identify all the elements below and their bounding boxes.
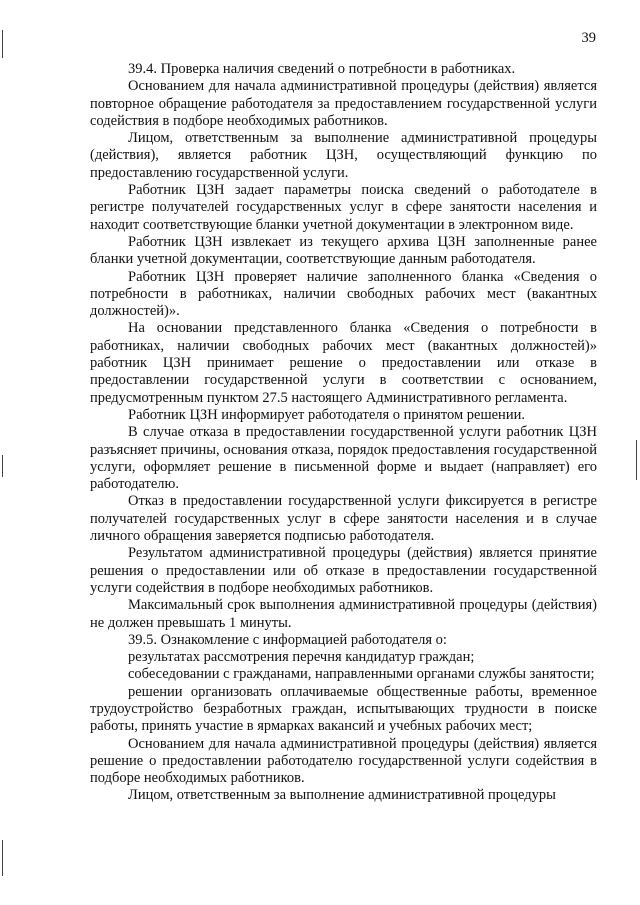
page-number: 39 [581,30,596,46]
paragraph: Работник ЦЗН проверяет наличие заполненного бланка «Сведения о потребности в работниках, наличии свободных рабочих мест (вакантных должностей)». [90,268,597,320]
section-heading-39-5: 39.5. Ознакомление с информацией работодателя о: [128,631,447,648]
section-heading-39-4: 39.4. Проверка наличия сведений о потребности в работниках. [128,61,516,77]
paragraph: Работник ЦЗН извлекает из текущего архива ЦЗН заполненные ранее бланки учетной документации, соответствующие данным работодателя. [90,233,597,268]
scan-edge-mark [636,440,637,480]
list-item: решении организовать оплачиваемые общественные работы, временное трудоустройство безработных граждан, испытывающих трудности в поиске работы, принять участие в ярмарках вакансий и учебных рабочих мест; [90,683,597,735]
paragraph: Лицом, ответственным за выполнение административной процедуры [128,787,556,804]
scan-edge-mark [2,840,3,876]
list-item: собеседовании с гражданами, направленными органами службы занятости; [128,666,595,683]
paragraph: Максимальный срок выполнения административной процедуры (действия) не должен превышать 1 минуты. [90,597,597,631]
paragraph: Основанием для начала административной процедуры (действия) является повторное обращение работодателя за предоставлением государственной услуги содействия в подборе необходимых работников. [90,78,597,129]
list-item: результатах рассмотрения перечня кандидатур граждан; [128,649,475,666]
document-body [90,61,597,805]
paragraph: На основании представленного бланка «Сведения о потребности в работниках, наличии свободных рабочих мест (вакантных должностей)» работник ЦЗН принимает решение о предоставлении или отказе в предоставлении государственной услуги в соответствии с основанием, предусмотренным пунктом 27.5 настоящего Административного регламента. [90,320,597,406]
paragraph: Работник ЦЗН информирует работодателя о принятом решении. [128,406,525,423]
paragraph: Результатом административной процедуры (действия) является принятие решения о предоставлении или об отказе в предоставлении государственной услуги содействия в подборе необходимых работников. [90,545,597,596]
paragraph: Отказ в предоставлении государственной услуги фиксируется в регистре получателей государственных услуг в сфере занятости населения и в случае личного обращения заверяется подписью работодателя. [90,493,597,545]
paragraph: Работник ЦЗН задает параметры поиска сведений о работодателе в регистре получателей государственных услуг в сфере занятости населения и находит соответствующие бланки учетной документации в электронном виде. [90,182,597,233]
paragraph: В случае отказа в предоставлении государственной услуги работник ЦЗН разъясняет причины, основания отказа, порядок предоставления государственной услуги, оформляет решение в письменной форме и выдает (направляет) его работодателю. [90,424,597,493]
paragraph: Основанием для начала административной процедуры (действия) является решение о предоставлении работодателю государственной услуги содействия в подборе необходимых работников. [90,735,597,787]
paragraph: Лицом, ответственным за выполнение административной процедуры (действия), является работник ЦЗН, осуществляющий функцию по предоставлению государственной услуги. [90,130,597,181]
scan-edge-mark [2,30,3,58]
scan-edge-mark [2,455,3,477]
